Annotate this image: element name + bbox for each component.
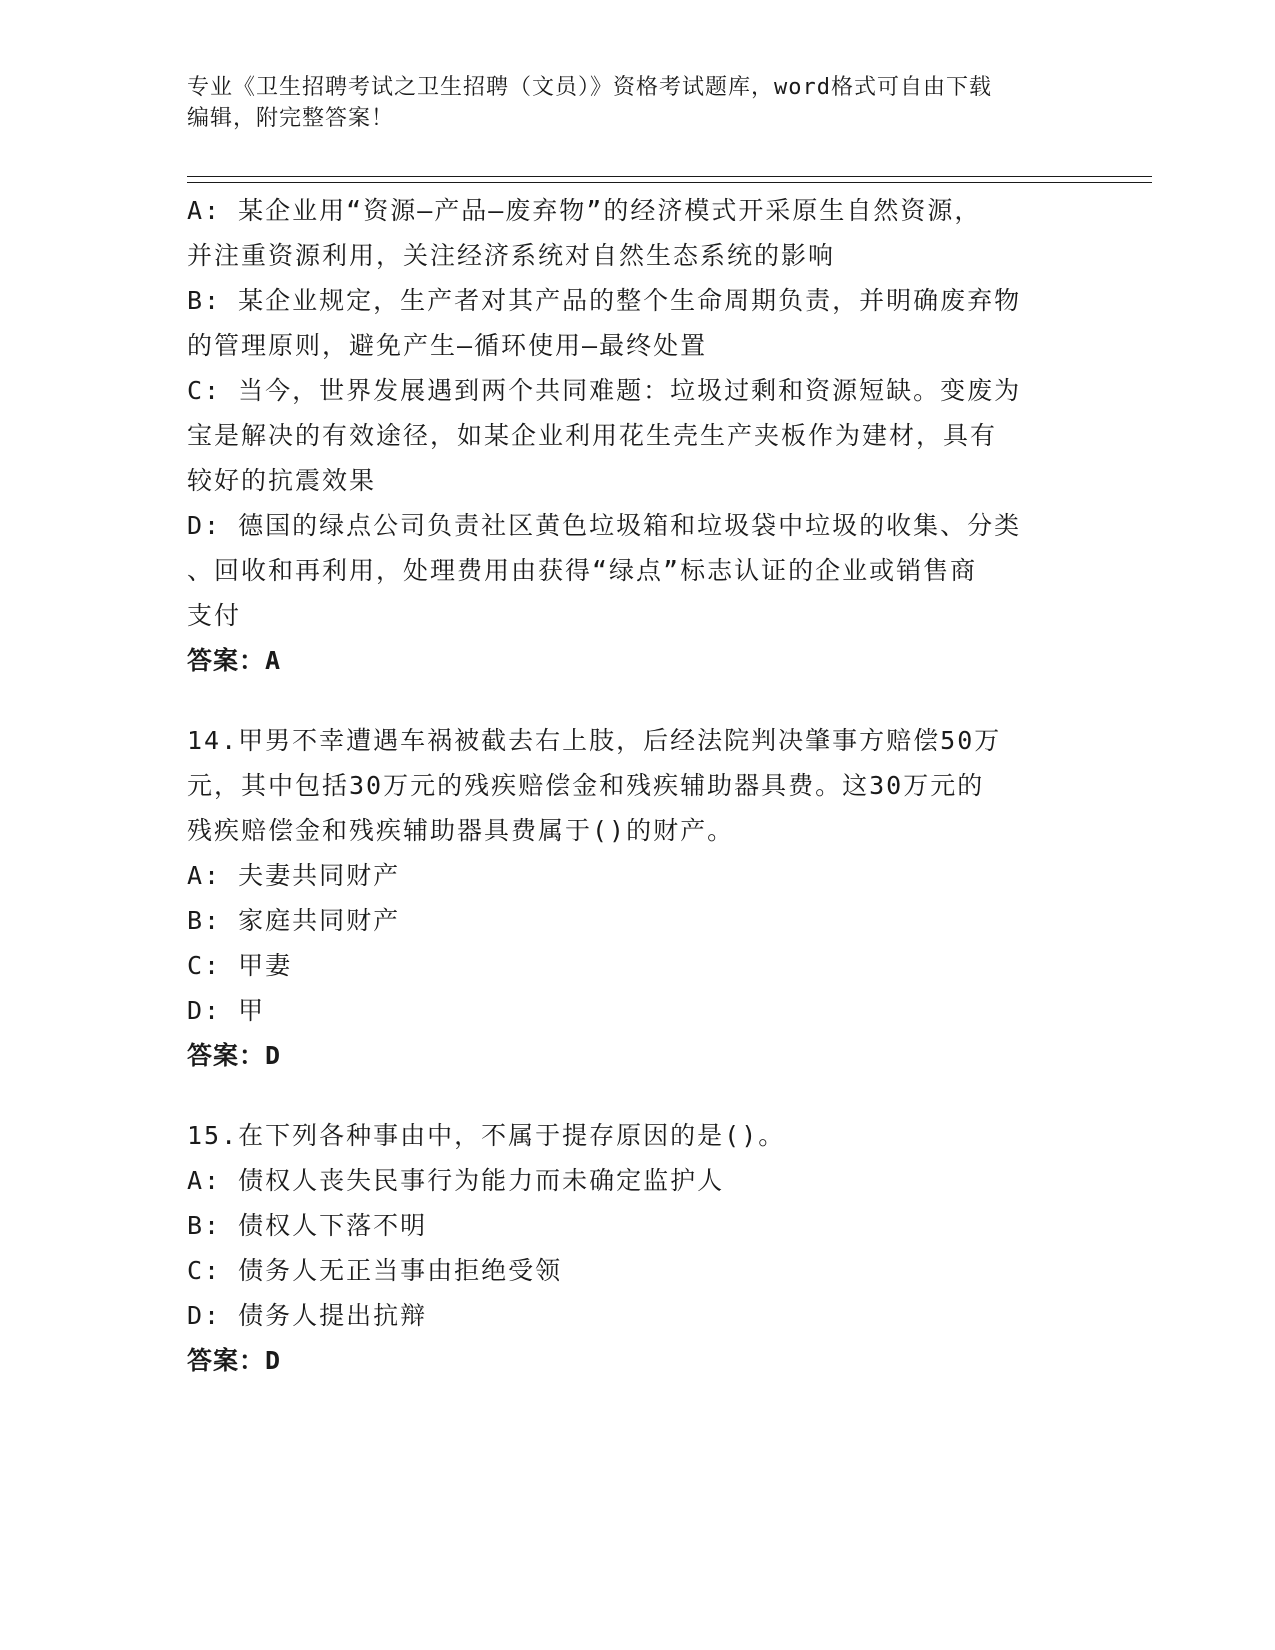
option-b: B: 家庭共同财产 <box>187 906 401 935</box>
header-divider-top <box>187 176 1152 177</box>
option-line: D: 德国的绿点公司负责社区黄色垃圾箱和垃圾袋中垃圾的收集、分类 <box>187 511 1022 540</box>
option-line: 并注重资源利用，关注经济系统对自然生态系统的影响 <box>187 241 836 270</box>
option-line: B: 某企业规定，生产者对其产品的整个生命周期负责，并明确废弃物 <box>187 286 1022 315</box>
spacer <box>187 1078 1067 1113</box>
option-a: A: 夫妻共同财产 <box>187 861 401 890</box>
question-stem-line: 14.甲男不幸遭遇车祸被截去右上肢，后经法院判决肇事方赔偿50万 <box>187 726 1002 755</box>
option-d: D: 债务人提出抗辩 <box>187 1301 428 1330</box>
question-13-options <box>187 188 1067 683</box>
option-line: 、回收和再利用，处理费用由获得“绿点”标志认证的企业或销售商 <box>187 556 978 585</box>
question-stem-line: 残疾赔偿金和残疾辅助器具费属于()的财产。 <box>187 816 735 845</box>
header-line-2: 编辑，附完整答案！ <box>187 106 395 131</box>
header-divider-bottom <box>187 182 1152 183</box>
option-d: D: 甲 <box>187 996 266 1025</box>
option-line: C: 当今，世界发展遇到两个共同难题：垃圾过剩和资源短缺。变废为 <box>187 376 1022 405</box>
header-line-1: 专业《卫生招聘考试之卫生招聘（文员）》资格考试题库，word格式可自由下载 <box>187 75 992 100</box>
option-line: 支付 <box>187 601 242 630</box>
question-stem-line: 元，其中包括30万元的残疾赔偿金和残疾辅助器具费。这30万元的 <box>187 771 985 800</box>
option-c: C: 甲妻 <box>187 951 293 980</box>
question-13-answer: 答案：A <box>187 646 282 675</box>
question-14 <box>187 718 1067 1078</box>
option-line: 的管理原则，避免产生—循环使用—最终处置 <box>187 331 708 360</box>
option-c: C: 债务人无正当事由拒绝受领 <box>187 1256 563 1285</box>
document-header <box>187 72 1067 134</box>
option-b: B: 债权人下落不明 <box>187 1211 428 1240</box>
option-line: 较好的抗震效果 <box>187 466 377 495</box>
option-a: A: 债权人丧失民事行为能力而未确定监护人 <box>187 1166 725 1195</box>
question-15 <box>187 1113 1067 1383</box>
question-stem-line: 15.在下列各种事由中，不属于提存原因的是()。 <box>187 1121 786 1150</box>
question-15-answer: 答案：D <box>187 1346 282 1375</box>
question-content <box>187 188 1067 1383</box>
spacer <box>187 683 1067 718</box>
question-14-answer: 答案：D <box>187 1041 282 1070</box>
option-line: A: 某企业用“资源—产品—废弃物”的经济模式开采原生自然资源， <box>187 196 982 225</box>
option-line: 宝是解决的有效途径，如某企业利用花生壳生产夹板作为建材，具有 <box>187 421 998 450</box>
